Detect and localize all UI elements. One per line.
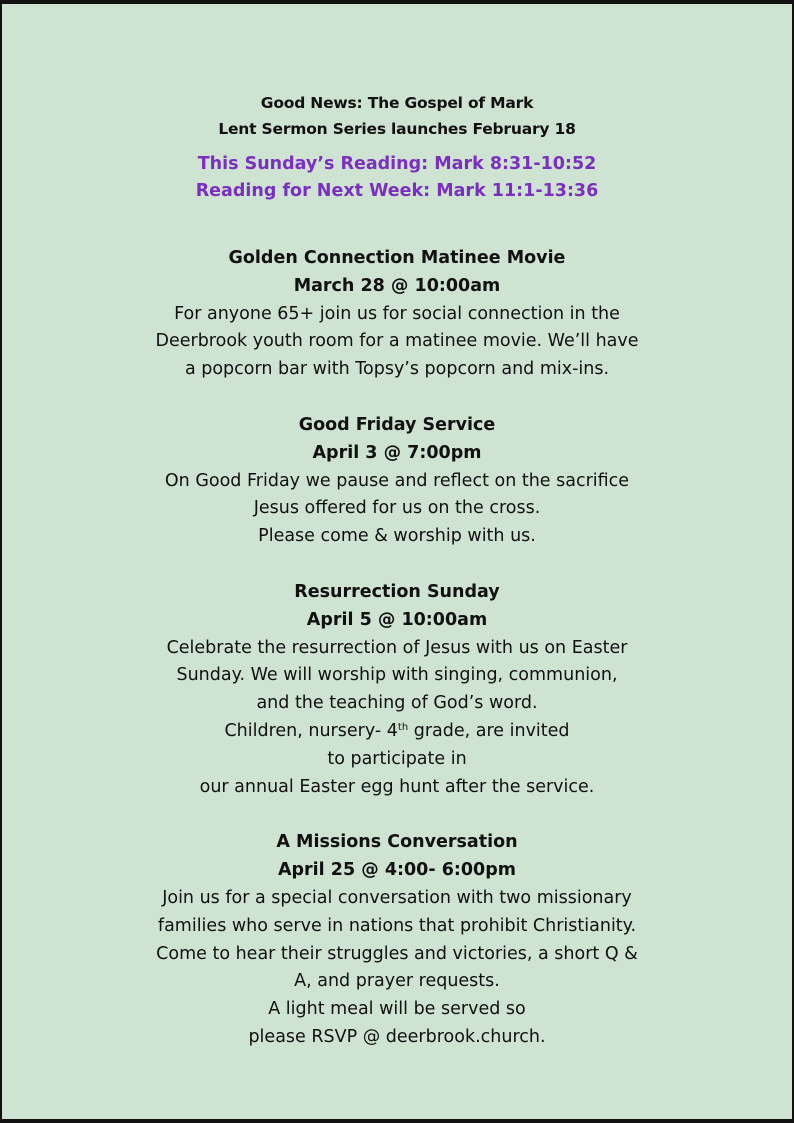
- event-description: [2, 885, 792, 1052]
- event-resurrection-sunday: [2, 579, 792, 801]
- event-title: Golden Connection Matinee Movie: [228, 248, 566, 268]
- description-line: Jesus offered for us on the cross.: [253, 498, 541, 519]
- event-title: Good Friday Service: [298, 414, 496, 435]
- description-line: Please come & worship with us.: [258, 526, 536, 547]
- event-date: April 25 @ 4:00- 6:00pm: [277, 860, 516, 881]
- next-week-reading: Reading for Next Week: Mark 11:1-13:36: [195, 181, 599, 201]
- description-line: our annual Easter egg hunt after the service.: [199, 776, 595, 797]
- description-line: A light meal will be served so: [268, 999, 526, 1020]
- description-line: families who serve in nations that prohibit Christianity.: [157, 915, 637, 936]
- description-line: Celebrate the resurrection of Jesus with us on Easter: [166, 637, 628, 658]
- event-description: [2, 635, 792, 802]
- event-date: April 5 @ 10:00am: [306, 609, 488, 630]
- description-line: Sunday. We will worship with singing, communion,: [176, 665, 618, 686]
- reading-block: [2, 151, 792, 205]
- description-line: A, and prayer requests.: [294, 971, 500, 992]
- description-line: Deerbrook youth room for a matinee movie. We’ll have: [155, 331, 639, 352]
- children-invite-line: [2, 718, 792, 746]
- event-title: Resurrection Sunday: [294, 581, 500, 602]
- event-date: April 3 @ 7:00pm: [312, 442, 482, 463]
- description-line: For anyone 65+ join us for social connection in the: [174, 303, 620, 324]
- children-text-rest: grade, are invited: [408, 720, 570, 741]
- this-sunday-reading: This Sunday’s Reading: Mark 8:31-10:52: [197, 154, 597, 174]
- event-description: [2, 468, 792, 551]
- series-launch-date: Lent Sermon Series launches February 18: [218, 120, 576, 138]
- event-description: [2, 301, 792, 384]
- children-text: Children, nursery- 4: [224, 720, 398, 741]
- bulletin-content: [2, 90, 792, 1052]
- description-line: Join us for a special conversation with two missionary: [162, 887, 632, 908]
- series-title: Good News: The Gospel of Mark: [260, 94, 534, 112]
- description-line: to participate in: [327, 748, 467, 769]
- description-line: and the teaching of God’s word.: [256, 693, 538, 714]
- ordinal-suffix: th: [397, 721, 409, 733]
- event-title: A Missions Conversation: [276, 832, 518, 853]
- description-line: On Good Friday we pause and reflect on the sacrifice: [164, 470, 630, 491]
- event-good-friday: [2, 412, 792, 551]
- description-line: Come to hear their struggles and victories, a short Q &: [156, 943, 638, 964]
- event-date: March 28 @ 10:00am: [293, 275, 501, 296]
- event-missions-conversation: [2, 829, 792, 1051]
- event-matinee: [2, 245, 792, 384]
- rsvp-line: please RSVP @ deerbrook.church.: [248, 1026, 546, 1047]
- description-line: a popcorn bar with Topsy’s popcorn and mix-ins.: [184, 359, 610, 380]
